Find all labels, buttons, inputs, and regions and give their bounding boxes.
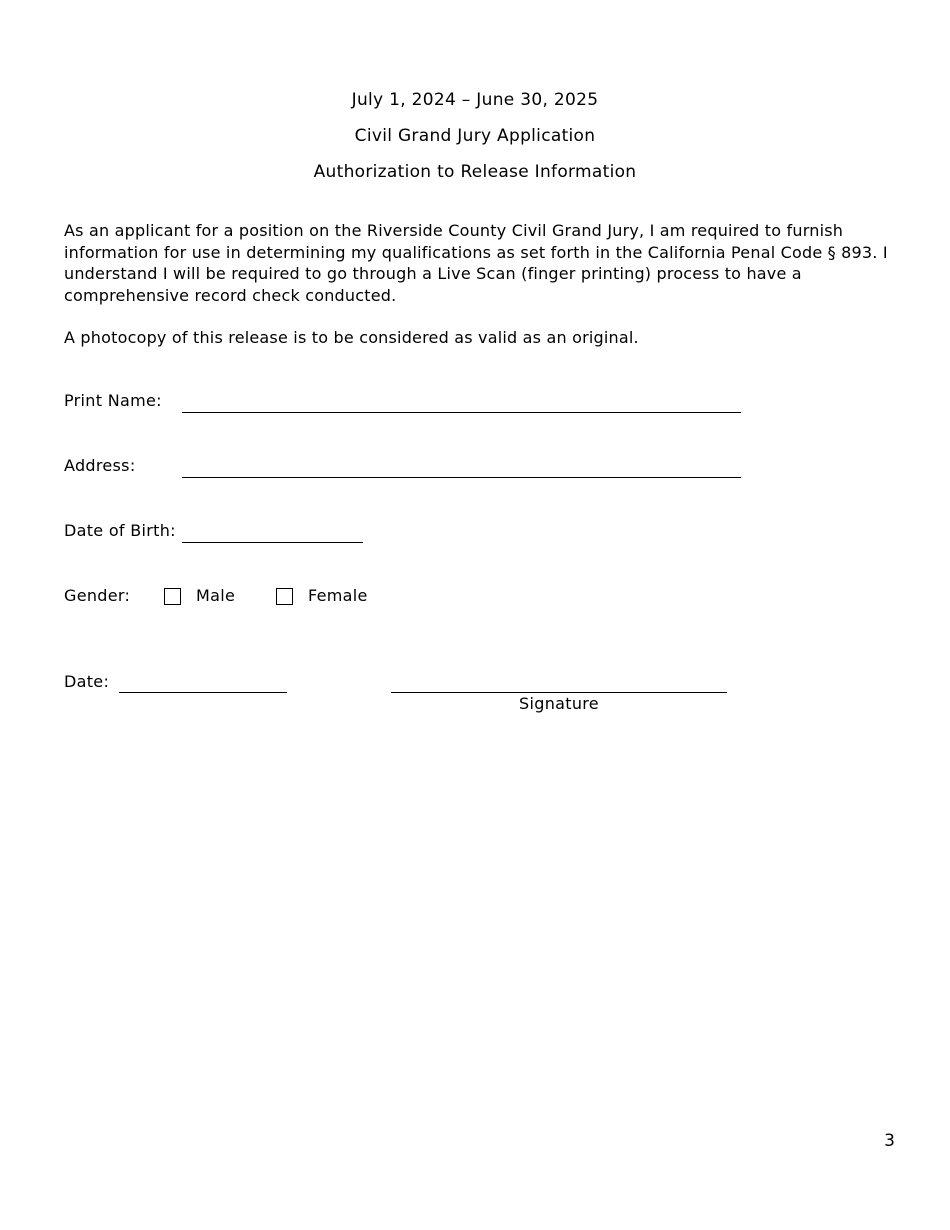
male-option-label: Male <box>196 586 236 605</box>
date-of-birth-label: Date of Birth: <box>64 521 176 540</box>
address-label: Address: <box>64 456 136 475</box>
authorization-paragraph: As an applicant for a position on the Riverside County Civil Grand Jury, I am required to furnish information for use in determining my qualifications as set forth in the California Penal Code § 893. I understand I will be required to go through a Live Scan (finger printing) process to have a comprehensive record check conducted. <box>64 221 888 305</box>
female-checkbox[interactable] <box>276 588 293 605</box>
date-of-birth-field[interactable] <box>182 542 363 543</box>
print-name-field[interactable] <box>182 412 741 413</box>
signature-line[interactable] <box>391 692 727 693</box>
print-name-label: Print Name: <box>64 391 162 410</box>
female-option-label: Female <box>308 586 368 605</box>
photocopy-notice: A photocopy of this release is to be considered as valid as an original. <box>64 328 639 347</box>
date-range-heading: July 1, 2024 – June 30, 2025 <box>351 90 599 110</box>
male-checkbox[interactable] <box>164 588 181 605</box>
address-field[interactable] <box>182 477 741 478</box>
form-title: Civil Grand Jury Application <box>354 126 596 146</box>
date-label: Date: <box>64 672 110 691</box>
form-subtitle: Authorization to Release Information <box>313 162 637 182</box>
signature-caption: Signature <box>519 694 599 713</box>
gender-label: Gender: <box>64 586 131 605</box>
date-field[interactable] <box>119 692 287 693</box>
page-number: 3 <box>884 1131 895 1151</box>
